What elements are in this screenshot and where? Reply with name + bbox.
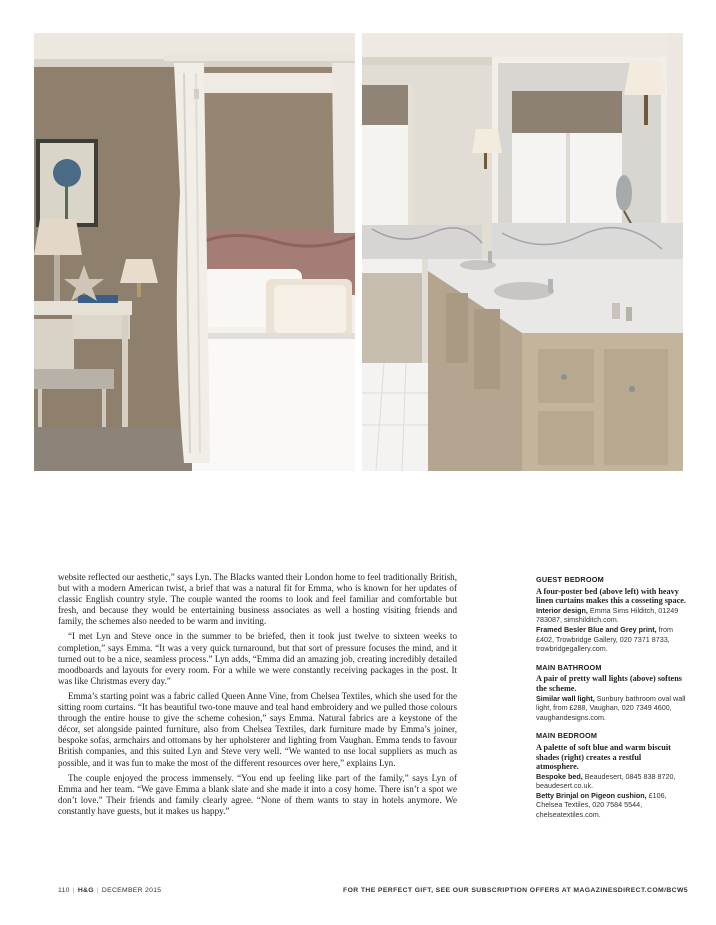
magazine-name: H&G [77,887,94,894]
article-paragraph: website reflected our aesthetic,” says Lyn. The Blacks wanted their London home to feel traditionally British, but with a modern American twist, a brief that was a natural fit for Emma, who is known for her updates of classic English country style. The couple wanted the rooms to look and feel familiar and comfortable but fresh, and because they would be entertaining business associates as well a hosting visiting friends and family, the schemes also needed to be warm and inviting. [58,572,457,627]
sources-sidebar [536,575,686,829]
sidebar-source-line [536,791,686,820]
source-detail: Beaudesert, 0845 838 8720, beaudesert.co.uk. [536,771,676,791]
source-label: Interior design, [536,605,588,615]
article-paragraph: The couple enjoyed the process immensely. “You end up feeling like part of the family,” says Lyn of Emma and her team. “We gave Emma a blank slate and she made it into a cosy home. There isn’t a spot we don’t love.” Their friends and family clearly agree. “None of them wants to stay in hotels anymore. We constantly have guests, but it makes us happy.” [58,772,457,816]
guest-bedroom-photo [34,33,355,471]
source-label: Betty Brinjal on Pigeon cushion, [536,790,647,800]
source-detail: Emma Sims Hilditch, 01249 783087, simshilditch.com. [536,605,679,625]
sidebar-section-main-bathroom [536,663,686,723]
article-paragraph: Emma’s starting point was a fabric called Queen Anne Vine, from Chelsea Textiles, which she used for the sitting room curtains. “It has beautiful two-tone mauve and teal hand embroidery and we pulled those colours through the entire house to give the scheme cohesion,” says Emma. Natural fabrics are a keystone of the décor, set alongside painted furniture, also from Chelsea Textiles, dark furniture made by Emma’s joiner, bespoke sofas, armchairs and ottomans by her upholsterer and lighting from Vaughan. Emma tends to favour British companies, and this suited Lyn and Steve very well. “We wanted to use local suppliers as much as possible, and it was fun to make the most of the different resources over here,” explains Lyn. [58,690,457,768]
sidebar-source-line [536,772,686,791]
page-number: 110 [58,887,70,894]
sidebar-heading: MAIN BATHROOM [536,662,602,672]
source-label: Bespoke bed, [536,771,583,781]
sidebar-section-guest-bedroom [536,575,686,654]
sidebar-source-line [536,625,686,654]
sidebar-caption: A pair of pretty wall lights (above) softens the scheme. [536,674,682,693]
page-folio [58,887,161,894]
sidebar-source-line [536,694,686,723]
source-label: Framed Besler Blue and Grey print, [536,624,657,634]
folio-separator: | [96,887,99,894]
sidebar-section-main-bedroom [536,731,686,819]
subscription-promo: FOR THE PERFECT GIFT, SEE OUR SUBSCRIPTION OFFERS AT MAGAZINESDIRECT.COM/BCW5 [343,887,688,894]
sidebar-heading: MAIN BEDROOM [536,731,598,741]
main-bathroom-photo [362,33,683,471]
sidebar-caption: A palette of soft blue and warm biscuit shades (right) creates a restful atmosphere. [536,742,671,772]
source-detail: £106, Chelsea Textiles, 020 7584 5544, chelseatextiles.com. [536,790,667,820]
article-body [58,572,457,821]
issue-date: DECEMBER 2015 [101,887,162,894]
source-label: Similar wall light, [536,693,595,703]
sidebar-caption: A four-poster bed (above left) with heavy linen curtains makes this a cosseting space. [536,586,686,606]
article-paragraph: “I met Lyn and Steve once in the summer to be briefed, then it took just twelve to sixteen weeks to completion,” says Emma. “It was a very quick turnaround, but that sort of pressure focuses the mind, and it turned out to be a nice, seamless process.” Lyn adds, “Emma did an amazing job, creating incredibly detailed moodboards and layouts for every room. For a while we were constantly receiving packages in the post. It was like Christmas every day.” [58,631,457,686]
sidebar-source-line [536,606,686,625]
source-detail: Sunbury bathroom oval wall light, from £288, Vaughan, 020 7349 4600, vaughandesigns.com. [536,693,686,722]
folio-separator: | [72,887,75,894]
source-detail: from £402, Trowbridge Gallery, 020 7371 8733, trowbridgegallery.com. [536,624,674,654]
sidebar-heading: GUEST BEDROOM [536,575,604,584]
